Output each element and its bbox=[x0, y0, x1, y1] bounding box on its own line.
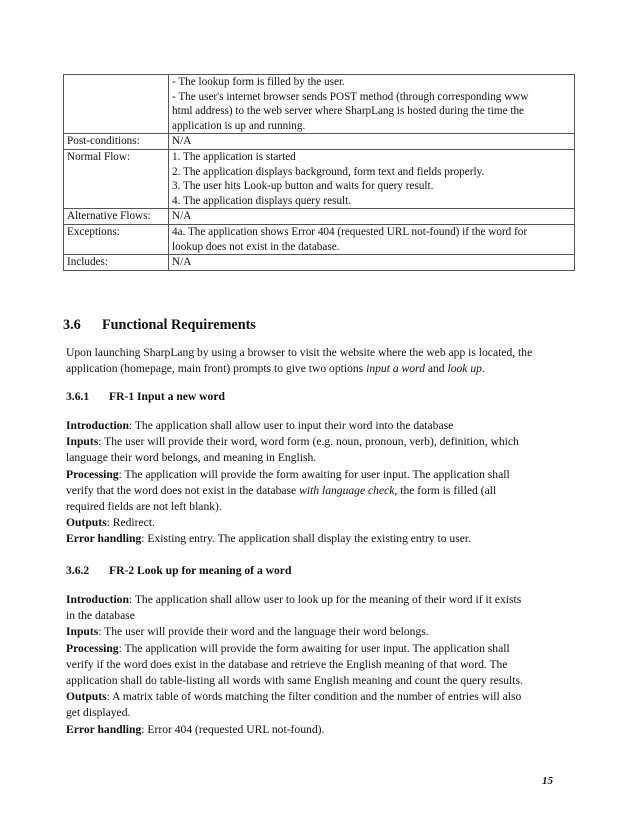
fr1-introduction bbox=[66, 418, 576, 434]
fr2-outputs-text: : A matrix table of words matching the filter condition and the number of entries will also bbox=[106, 690, 522, 704]
table-key-cell: Post-conditions: bbox=[64, 134, 169, 150]
fr1-body bbox=[66, 418, 576, 548]
option-input-a-word: input a word bbox=[366, 362, 425, 376]
fr1-inputs-cont: language their word belongs, and meaning in English. bbox=[66, 451, 317, 465]
table-value-line: - The lookup form is filled by the user. bbox=[172, 76, 345, 88]
fr1-inputs-text: : The user will provide their word, word form (e.g. noun, pronoun, verb), definition, which bbox=[98, 435, 519, 449]
table-value-cell bbox=[169, 224, 575, 254]
fr2-outputs-cont: get displayed. bbox=[66, 706, 131, 720]
section-intro-line2 bbox=[66, 361, 576, 377]
table-value-line: 1. The application is started bbox=[172, 150, 296, 163]
section-title: Functional Requirements bbox=[102, 317, 256, 333]
fr1-number: 3.6.1 bbox=[66, 390, 90, 403]
table-value-line: application is up and running. bbox=[172, 119, 306, 132]
table-value-cell bbox=[169, 149, 575, 208]
table-key-cell: Normal Flow: bbox=[64, 149, 169, 208]
fr1-error-handling bbox=[66, 531, 576, 547]
fr1-outputs-label: Outputs bbox=[66, 516, 107, 530]
table-row bbox=[64, 209, 575, 225]
table-value-line: N/A bbox=[172, 135, 192, 148]
fr2-inputs-label: Inputs bbox=[66, 625, 99, 639]
table-value-line: N/A bbox=[172, 210, 192, 223]
use-case-table bbox=[63, 74, 575, 271]
option-look-up: look up bbox=[447, 362, 482, 376]
table-value-line: 2. The application displays background, form text and fields properly. bbox=[172, 165, 485, 178]
section-heading bbox=[63, 317, 256, 334]
fr2-inputs bbox=[66, 624, 576, 640]
table-value-line: html address) to the web server where SharpLang is hosted during the time the bbox=[172, 105, 525, 118]
fr1-processing-cont bbox=[66, 483, 576, 499]
intro-text: application (homepage, main front) prompts to give two options bbox=[66, 362, 367, 376]
fr2-title: FR-2 Look up for meaning of a word bbox=[109, 564, 292, 577]
fr2-number: 3.6.2 bbox=[66, 564, 90, 577]
fr1-error-label: Error handling bbox=[66, 532, 142, 546]
section-intro-line1: Upon launching SharpLang by using a browser to visit the website where the web app is located, the bbox=[66, 346, 533, 359]
intro-end: . bbox=[481, 362, 485, 376]
table-value-cell bbox=[169, 209, 575, 225]
fr1-outputs-text: : Redirect. bbox=[106, 516, 155, 530]
fr2-intro-text: : The application shall allow user to look up for the meaning of their word if it exists bbox=[128, 593, 522, 606]
table-key-cell: Exceptions: bbox=[64, 224, 169, 254]
fr1-processing-text: : The application will provide the form awaiting for user input. The application shall bbox=[118, 467, 510, 481]
fr1-error-text: : Existing entry. The application shall display the existing entry to user. bbox=[141, 532, 472, 546]
page-number: 15 bbox=[542, 775, 553, 787]
fr2-inputs-text: : The user will provide their word and the language their word belongs. bbox=[98, 625, 429, 639]
fr1-processing-text2: verify that the word does not exist in the database bbox=[66, 483, 300, 497]
fr1-title: FR-1 Input a new word bbox=[109, 390, 225, 403]
intro-and: and bbox=[424, 362, 448, 376]
table-value-line: N/A bbox=[172, 256, 192, 269]
table-value-line: 4a. The application shows Error 404 (requested URL not-found) if the word for bbox=[172, 225, 528, 238]
fr2-processing bbox=[66, 641, 576, 657]
table-value-line: - The user's internet browser sends POST method (through corresponding www bbox=[172, 90, 529, 103]
fr1-inputs-label: Inputs bbox=[66, 435, 99, 449]
table-value-cell bbox=[169, 75, 575, 134]
fr2-heading bbox=[66, 564, 291, 577]
fr2-outputs bbox=[66, 689, 576, 705]
fr2-processing-text: : The application will provide the form awaiting for user input. The application shall bbox=[118, 641, 510, 655]
table-value-line: 4. The application displays query result. bbox=[172, 194, 352, 207]
fr1-processing bbox=[66, 467, 576, 483]
fr1-processing-text2-end: , the form is filled (all bbox=[394, 483, 497, 497]
fr2-processing-cont: verify if the word does exist in the database and retrieve the English meaning of that word. The bbox=[66, 657, 508, 671]
table-value-cell bbox=[169, 134, 575, 150]
fr1-processing-label: Processing bbox=[66, 467, 119, 481]
fr2-processing-cont2: application shall do table-listing all words with same English meaning and count the query results. bbox=[66, 674, 523, 688]
fr2-processing-label: Processing bbox=[66, 641, 119, 655]
fr2-intro-label: Introduction bbox=[66, 593, 129, 606]
table-row bbox=[64, 224, 575, 254]
section-intro-paragraph bbox=[66, 345, 576, 377]
fr1-heading bbox=[66, 390, 225, 403]
fr2-error-text: : Error 404 (requested URL not-found). bbox=[141, 722, 325, 736]
fr2-introduction-cont: in the database bbox=[66, 609, 135, 623]
fr1-intro-text: : The application shall allow user to input their word into the database bbox=[128, 419, 454, 432]
fr1-language-check: with language check bbox=[299, 483, 395, 497]
table-key-cell bbox=[64, 75, 169, 134]
table-row bbox=[64, 149, 575, 208]
table-row bbox=[64, 75, 575, 134]
table-key-cell: Includes: bbox=[64, 255, 169, 271]
fr2-outputs-label: Outputs bbox=[66, 690, 107, 704]
fr1-inputs bbox=[66, 434, 576, 450]
fr1-intro-label: Introduction bbox=[66, 419, 129, 432]
table-value-cell bbox=[169, 255, 575, 271]
fr1-outputs bbox=[66, 515, 576, 531]
fr1-processing-cont2: required fields are not left blank). bbox=[66, 500, 222, 514]
table-row bbox=[64, 134, 575, 150]
table-value-line: 3. The user hits Look-up button and waits for query result. bbox=[172, 180, 434, 193]
fr2-introduction bbox=[66, 592, 576, 608]
section-number: 3.6 bbox=[63, 317, 81, 333]
table-value-line: lookup does not exist in the database. bbox=[172, 240, 340, 253]
table-key-cell: Alternative Flows: bbox=[64, 209, 169, 225]
fr2-error-label: Error handling bbox=[66, 722, 142, 736]
fr2-error-handling bbox=[66, 722, 576, 738]
fr2-body bbox=[66, 592, 576, 738]
table-row bbox=[64, 255, 575, 271]
